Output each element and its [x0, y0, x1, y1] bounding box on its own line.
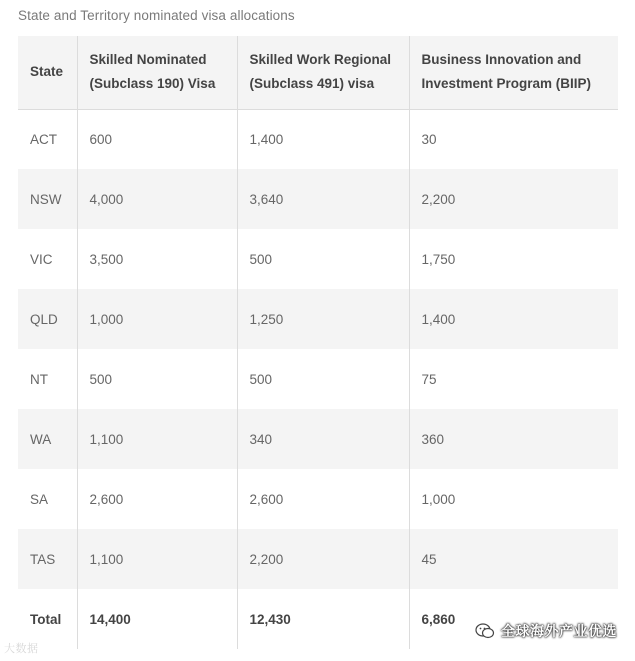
watermark-left: 大数据	[4, 643, 39, 655]
table-row	[18, 409, 618, 469]
cell-state: WA	[30, 431, 52, 447]
cell-total-subclass-491: 12,430	[237, 589, 409, 649]
cell-subclass-190: 1,100	[77, 529, 237, 589]
cell-subclass-190: 2,600	[77, 469, 237, 529]
cell-total-label: Total	[30, 611, 62, 627]
cell-biip: 2,200	[409, 169, 618, 229]
table-row	[18, 109, 618, 169]
column-header-subclass-491: Skilled Work Regional (Subclass 491) visa	[237, 36, 409, 109]
cell-total-biip: 6,860	[409, 589, 618, 649]
cell-subclass-491: 1,400	[237, 109, 409, 169]
cell-state: NT	[30, 371, 48, 387]
cell-subclass-190: 4,000	[77, 169, 237, 229]
cell-subclass-190: 500	[77, 349, 237, 409]
table-row	[18, 169, 618, 229]
column-header-biip: Business Innovation and Investment Program (BIIP)	[409, 36, 618, 109]
wechat-icon	[475, 622, 495, 640]
cell-subclass-190: 1,100	[77, 409, 237, 469]
cell-state: QLD	[30, 311, 58, 327]
watermark-text: 全球海外产业优选	[501, 623, 617, 639]
table-row	[18, 349, 618, 409]
cell-subclass-491: 3,640	[237, 169, 409, 229]
table-row	[18, 469, 618, 529]
cell-subclass-491: 1,250	[237, 289, 409, 349]
cell-biip: 360	[409, 409, 618, 469]
table-row	[18, 229, 618, 289]
cell-state: SA	[30, 491, 49, 507]
cell-subclass-491: 2,600	[237, 469, 409, 529]
column-header-state: State	[18, 36, 77, 109]
cell-subclass-190: 3,500	[77, 229, 237, 289]
table-row	[18, 529, 618, 589]
cell-total-subclass-190: 14,400	[77, 589, 237, 649]
cell-subclass-491: 500	[237, 229, 409, 289]
cell-subclass-491: 340	[237, 409, 409, 469]
cell-subclass-190: 600	[77, 109, 237, 169]
table-header-row	[18, 36, 618, 109]
visa-allocations-table	[18, 36, 618, 649]
cell-biip: 30	[409, 109, 618, 169]
cell-state: NSW	[30, 191, 62, 207]
cell-biip: 1,750	[409, 229, 618, 289]
cell-state: ACT	[30, 131, 57, 147]
cell-biip: 45	[409, 529, 618, 589]
watermark-right	[475, 621, 617, 641]
table-row	[18, 289, 618, 349]
cell-biip: 1,400	[409, 289, 618, 349]
cell-state: TAS	[30, 551, 56, 567]
cell-subclass-491: 500	[237, 349, 409, 409]
cell-subclass-190: 1,000	[77, 289, 237, 349]
cell-biip: 1,000	[409, 469, 618, 529]
table-caption: State and Territory nominated visa allocations	[18, 8, 295, 23]
column-header-subclass-190: Skilled Nominated (Subclass 190) Visa	[77, 36, 237, 109]
cell-biip: 75	[409, 349, 618, 409]
cell-state: VIC	[30, 251, 53, 267]
cell-subclass-491: 2,200	[237, 529, 409, 589]
